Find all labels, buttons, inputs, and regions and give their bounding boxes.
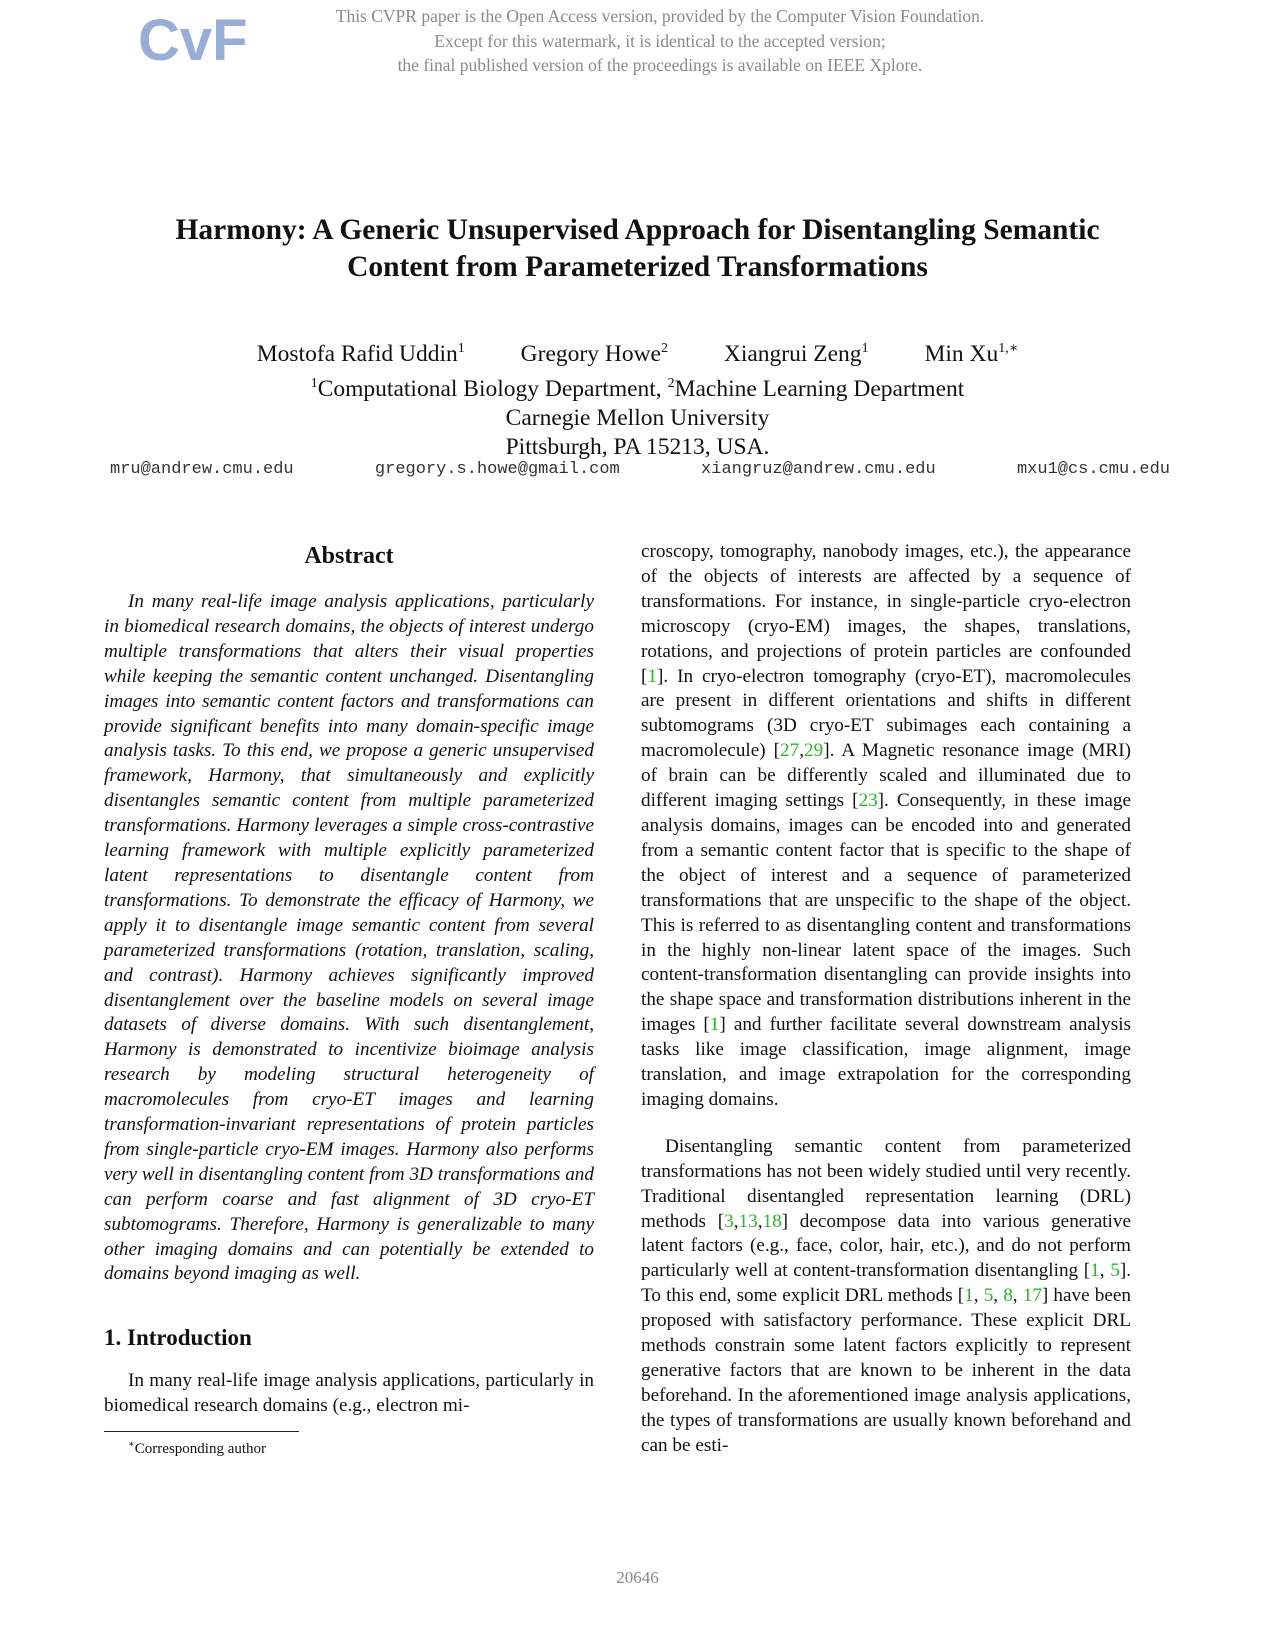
author: Gregory Howe$^2$ [520,340,668,367]
footnote: ∗Corresponding author [128,1439,267,1458]
author: Min $Xu^{1,∗}$ [924,340,1019,367]
citation-link[interactable]: 1 [964,1285,974,1307]
email: mxu1@cs.cmu.edu [1016,460,1170,479]
citation-link[interactable]: 8 [1003,1285,1013,1307]
left-column [104,540,594,1459]
author: Xiangrui Zeng$^1$ [723,340,869,367]
title-line-1: Harmony: A Generic Unsupervised Approach for Disentangling Semantic [175,214,1100,246]
page-number: 20646 [616,1568,659,1587]
paper-title [100,212,1175,286]
citation-link[interactable]: 27 [780,740,800,762]
body-paragraph: Disentangling semantic content from parameterized transformations has not been widely studied until very recently. Traditional disentangled representation learning (DRL) methods [3,13,18] decompose data into various generative latent factors (e.g., face, color, hair, etc.), and do not perform particularly well at content-transformation disentangling [1, 5]. To this end, some explicit DRL methods [1, 5, 8, 17] have been proposed with satisfactory performance. These explicit DRL methods constrain some latent factors explicitly to represent generative factors that are known to be inherent in the data beforehand. In the aforementioned image analysis applications, the types of transformations are usually known beforehand and can be esti- [641,1135,1131,1456]
author-names [100,334,1175,369]
email: gregory.s.howe@gmail.com [374,460,620,479]
citation-link[interactable]: 3 [724,1210,734,1232]
email: mru@andrew.cmu.edu [110,460,294,479]
citation-link[interactable]: 18 [762,1210,782,1232]
citation-link[interactable]: 13 [738,1210,758,1232]
citation-link[interactable]: 1 [1090,1260,1100,1282]
affiliation-university: Carnegie Mellon University [505,404,770,431]
affiliation-city: Pittsburgh, PA 15213, USA. [505,433,770,460]
citation-link[interactable]: 5 [983,1285,994,1307]
citation-link[interactable]: 23 [858,790,878,812]
email: xiangruz@andrew.cmu.edu [701,460,936,479]
citation-link[interactable]: 5 [1110,1260,1120,1282]
footnote-divider [104,1431,299,1432]
body-paragraph: croscopy, tomography, nanobody images, etc.), the appearance of the objects of interests are affected by a sequence of transformations. For instance, in single-particle cryo-electron microscopy (cryo-EM) images, the shapes, translations, rotations, and projections of protein particles are confounded [1]. In cryo-electron tomography (cryo-ET), macromolecules are present in different orientations and shifts in different subtomograms (3D cryo-ET subimages each containing a macromolecule) [27,29]. A Magnetic resonance image (MRI) of brain can be differently scaled and illuminated due to different imaging settings [23]. Consequently, in these image analysis domains, images can be encoded into and generated from a semantic content factor that is specific to the shape of the object of interest and a sequence of parameterized transformations that are unspecific to the shape of the object. This is referred to as disentangling content and transformations in the highly non-linear latent space of the images. Such content-transformation disentangling can provide insights into the shape space and transformation distributions inherent in the images [1] and further facilitate several downstream analysis tasks like image classification, image alignment, image translation, and image extrapolation for the corresponding imaging domains. [641,541,1132,1110]
citation-link[interactable]: 17 [1022,1285,1042,1307]
citation-link[interactable]: 1 [709,1014,720,1036]
right-column [641,540,1131,1459]
introduction-heading: 1. Introduction [104,1325,252,1351]
svg-text:CvF: CvF [138,8,248,73]
cvf-logo [138,8,248,73]
watermark-line-1: This CVPR paper is the Open Access version, provided by the Computer Vision Foundation. [335,6,985,26]
affiliation-departments: $^1$Computational Biology Department, $^2$Machine Learning Department [310,375,965,402]
watermark-line-3: the final published version of the proceedings is available on IEEE Xplore. [397,55,923,75]
watermark-line-2: Except for this watermark, it is identical to the accepted version; [434,30,886,51]
citation-link[interactable]: 1 [647,665,657,687]
title-line-2: Content from Parameterized Transformations [347,251,928,283]
abstract-body: In many real-life image analysis applications, particularly in biomedical research domains, the objects of interest undergo multiple transformations that alters their visual properties while keeping the semantic content unchanged. Disentangling images into semantic content factors and transformations can provide significant benefits into many domain-specific image analysis tasks. To this end, we propose a generic unsupervised framework, Harmony, that simultaneously and explicitly disentangles semantic content from multiple parameterized transformations. Harmony leverages a simple cross-contrastive learning framework with multiple explicitly parameterized latent representations to disentangle content from transformations. To demonstrate the efficacy of Harmony, we apply it to disentangle image semantic content from several parameterized transformations (rotation, translation, scaling, and contrast). Harmony achieves significantly improved disentanglement over the baseline models on several image datasets of diverse domains. With such disentanglement, Harmony is demonstrated to incentivize bioimage analysis research by modeling structural heterogeneity of macromolecules from cryo-ET images and learning transformation-invariant representations of protein particles from single-particle cryo-EM images. Harmony also performs very well in disentangling content from 3D transformations and can perform coarse and fast alignment of 3D cryo-ET subtomograms. Therefore, Harmony is generalizable to many other imaging domains and can potentially be extended to domains beyond imaging as well. [104,591,594,1285]
author-block [100,334,1175,462]
author-emails [110,460,1170,479]
intro-paragraph: In many real-life image analysis applications, particularly in biomedical research domains (e.g., electron mi- [104,1370,594,1417]
abstract-heading: Abstract [304,543,394,569]
citation-link[interactable]: 29 [804,740,824,762]
open-access-watermark [260,4,1060,78]
author: Mostofa Rafid Uddin$^1$ [256,340,465,367]
